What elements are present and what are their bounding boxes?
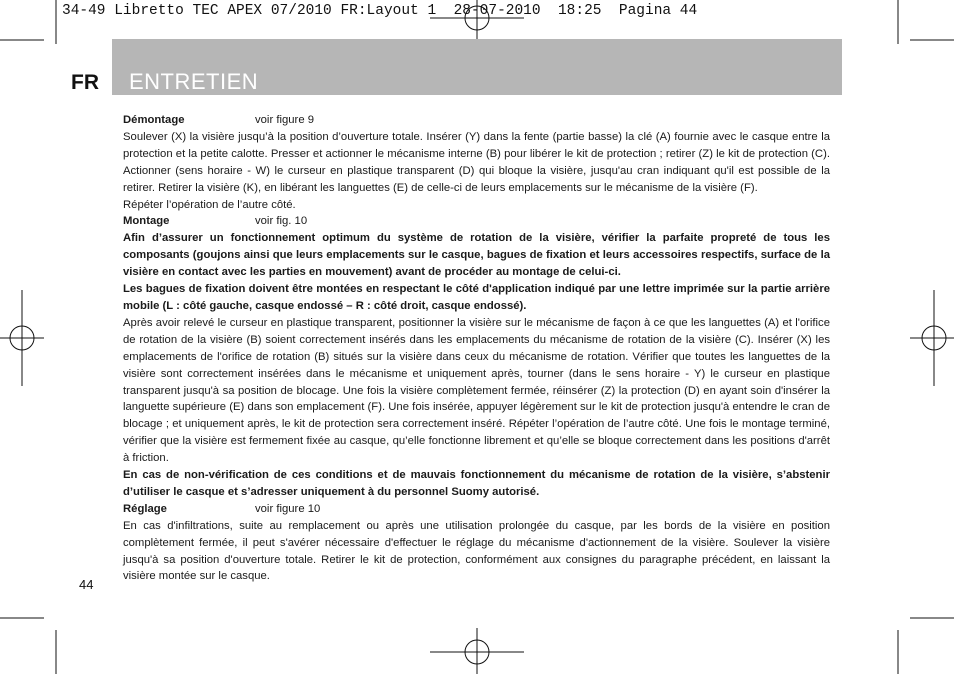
subheading-reglage bbox=[123, 501, 830, 518]
warning-paragraph: En cas de non-vérification de ces conditions et de mauvais fonctionnement du mécanisme de rotation de la visière, s’abstenir d’utiliser le casque et s’adresser uniquement à du personnel Suomy autorisé. bbox=[123, 469, 830, 498]
subheading-label: Démontage bbox=[123, 114, 185, 126]
figure-reference: voir figure 9 bbox=[255, 114, 315, 126]
paragraph: En cas d'infiltrations, suite au remplacement ou après une utilisation prolongée du casque, par les bords de la visière en position complètement fermée, il peut s'avérer nécessaire d'effectuer le réglage du mécanisme d'actionnement de la visière. Soulever la visière jusqu'à sa position d'ouverture totale. Retirer le kit de protection, conformément aux consignes du paragraphe précédent, en laissant la visière montée sur le casque. bbox=[123, 519, 830, 583]
registration-mark-right bbox=[910, 290, 954, 386]
registration-mark-left bbox=[0, 290, 44, 386]
page-number: 44 bbox=[79, 577, 94, 592]
subheading-montage bbox=[123, 213, 830, 230]
document-body bbox=[123, 112, 830, 585]
print-slug-line: 34-49 Libretto TEC APEX 07/2010 FR:Layout 1 28-07-2010 18:25 Pagina 44 bbox=[62, 3, 698, 19]
figure-reference: voir figure 10 bbox=[255, 502, 321, 515]
paragraph: Soulever (X) la visière jusqu’à la position d’ouverture totale. Insérer (Y) dans la fente (partie basse) la clé (A) fournie avec le casque entre la protection et la petite calotte. Presser et actionner le mécanisme interne (B) pour libérer le kit de protection ; retirer (Z) le kit de protection (C). Actionner (sens horaire - W) le curseur en plastique transparent (D) qui bloque la visière, jusqu'au cran indiquant qu'il est possible de la retirer. Retirer la visière (K), en libérant les languettes (E) de celle-ci de leurs emplacements sur le mécanisme de la visière (F). bbox=[123, 130, 830, 194]
section-title: ENTRETIEN bbox=[129, 69, 259, 94]
paragraph: Après avoir relevé le curseur en plastique transparent, positionner la visière sur le mécanisme de façon à ce que les languettes (A) et l'orifice de rotation de la visière (B) soient correctement insérés dans les emplacements du mécanisme de rotation de la visière (C). Insérer (X) les emplacements de l'orifice de rotation (B) situés sur la visière dans ceux du mécanisme de rotation. Vérifier que toutes les languettes de la visière sont correctement insérées dans le mécanisme et uniquement après, tourner (dans le sens horaire - Y) le curseur en plastique transparent jusqu'à sa position de blocage. Une fois la visière complètement fermée, réinsérer (Z) la protection (D) en ayant soin d'insérer la languette supérieure (E) dans son emplacement (F). Une fois insérée, appuyer légèrement sur le kit de protection jusqu'à entendre le cran de blocage ; et uniquement après, le kit de protection sera correctement inséré. Répéter l’opération de l’autre côté. Une fois le montage terminé, vérifier que la visière est fermement fixée au casque, qu’elle fonctionne librement et qu’elle se bloque correctement dans les positions d'arrêt à friction. bbox=[123, 316, 830, 465]
registration-mark-bottom bbox=[430, 628, 524, 674]
subheading-label: Réglage bbox=[123, 502, 167, 515]
paragraph: Répéter l’opération de l’autre côté. bbox=[123, 198, 296, 211]
subheading-demontage bbox=[123, 112, 830, 129]
language-label: FR bbox=[71, 71, 99, 94]
bold-paragraph: Afin d’assurer un fonctionnement optimum du système de rotation de la visière, vérifier la parfaite propreté de tous les composants (goujons ainsi que leurs emplacements sur le casque, bagues de fixation et leurs accessoires respectifs, surface de la visière en contact avec les parties en mouvement) avant de procéder au montage de celui-ci. bbox=[123, 232, 830, 279]
figure-reference: voir fig. 10 bbox=[255, 215, 308, 228]
bold-paragraph: Les bagues de fixation doivent être montées en respectant le côté d'application indiqué par une lettre imprimée sur la partie arrière mobile (L : côté gauche, casque endossé – R : côté droit, casque endossé). bbox=[123, 283, 830, 312]
subheading-label: Montage bbox=[123, 215, 170, 228]
